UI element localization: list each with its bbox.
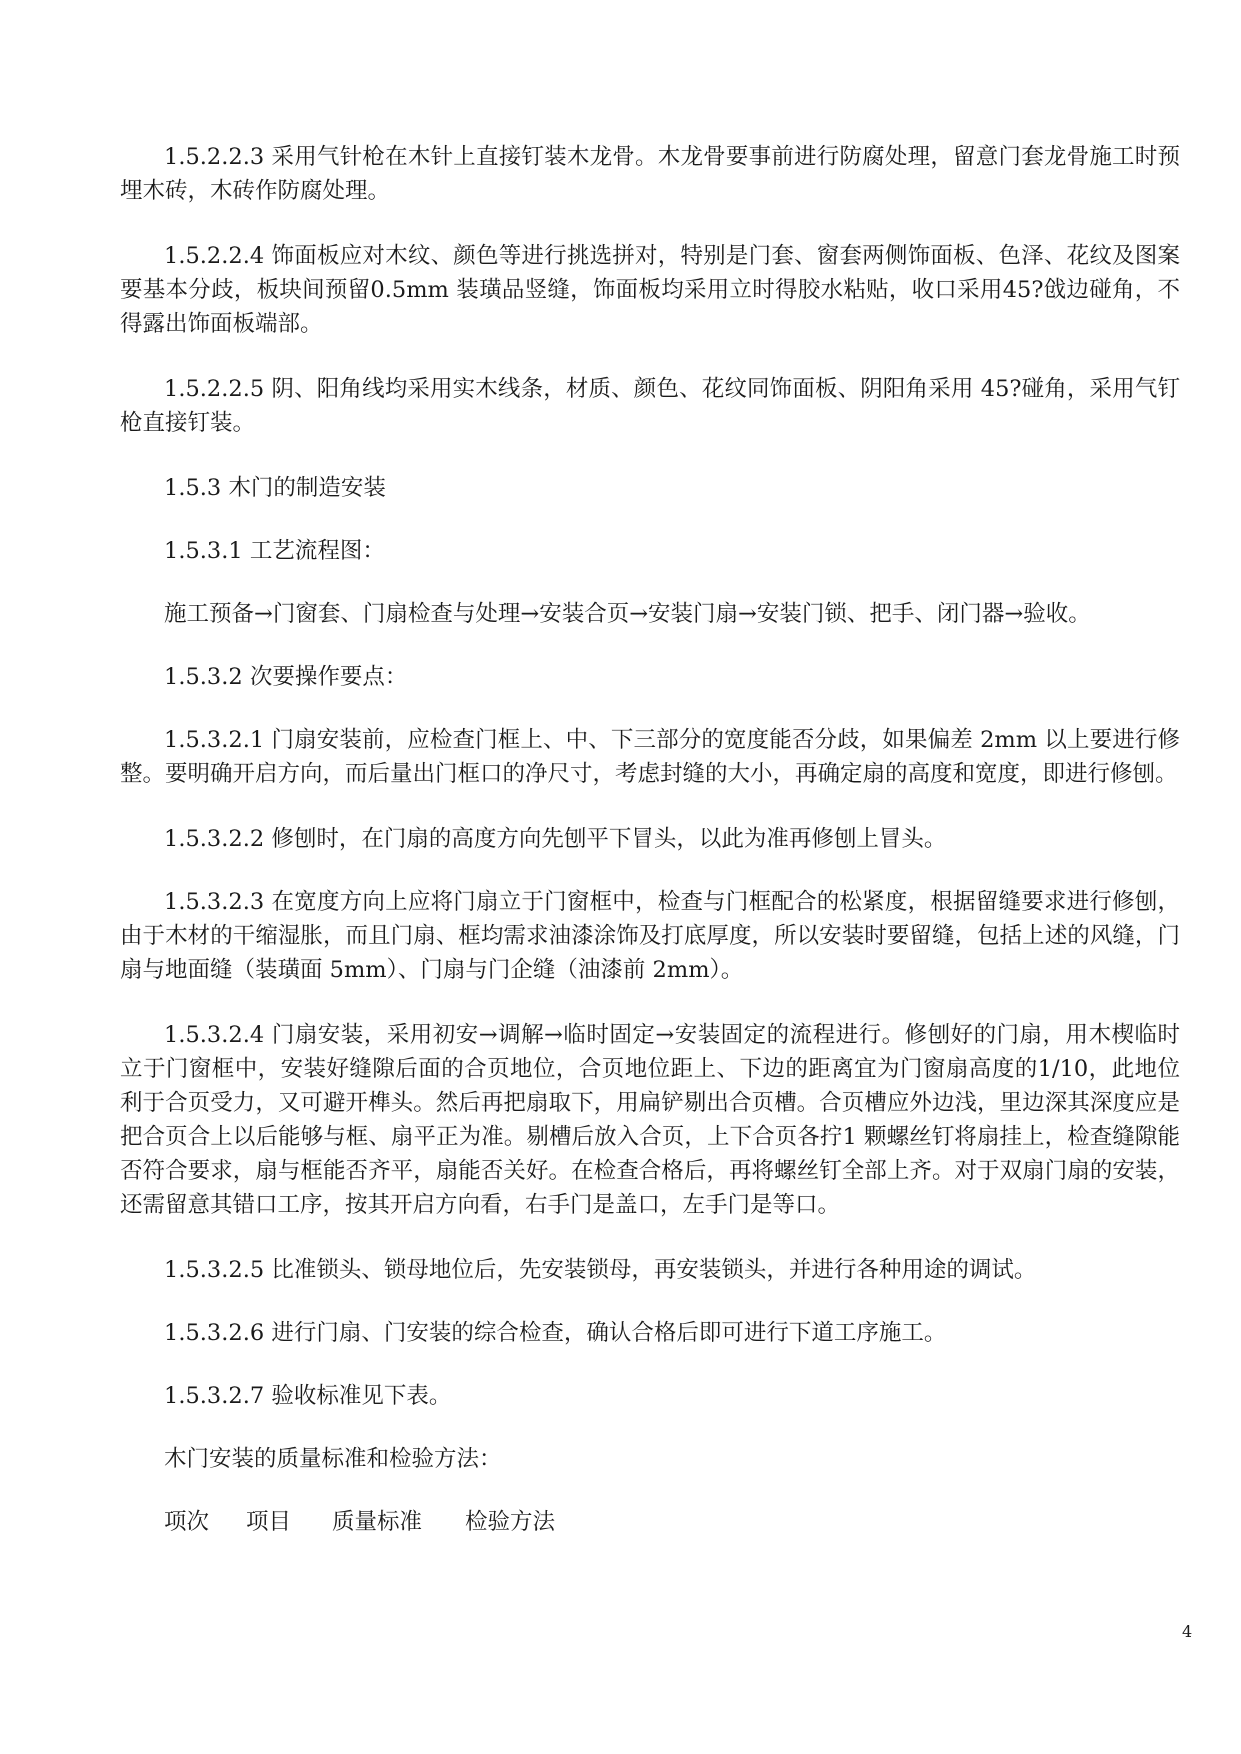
paragraph-1-5-2-2-5: 1.5.2.2.5 阴、阳角线均采用实木线条，材质、颜色、花纹同饰面板、阴阳角采用 45?碰角，采用气钉枪直接钉装。 — [120, 376, 1180, 436]
paragraph-1-5-3-2-4: 1.5.3.2.4 门扇安装，采用初安→调解→临时固定→安装固定的流程进行。修刨好的门扇，用木楔临时立于门窗框中，安装好缝隙后面的合页地位，合页地位距上、下边的距离宜为门窗扇高度的1/10，此地位利于合页受力，又可避开榫头。然后再把扇取下，用扁铲剔出合页槽。合页槽应外边浅，里边深其深度应是把合页合上以后能够与框、扇平正为准。剔槽后放入合页，上下合页各拧1 颗螺丝钉将扇挂上，检查缝隙能否符合要求，扇与框能否齐平，扇能否关好。在检查合格后，再将螺丝钉全部上齐。对于双扇门扇的安装，还需留意其错口工序，按其开启方向看，右手门是盖口，左手门是等口。 — [120, 1022, 1180, 1218]
paragraph-1-5-3-2-1: 1.5.3.2.1 门扇安装前，应检查门框上、中、下三部分的宽度能否分歧，如果偏差 2mm 以上要进行修整。要明确开启方向，而后量出门框口的净尺寸，考虑封缝的大小，再确定扇的高度和宽度，即进行修刨。 — [120, 727, 1180, 787]
paragraph-1-5-3-2-2: 1.5.3.2.2 修刨时，在门扇的高度方向先刨平下冒头，以此为准再修刨上冒头。 — [164, 826, 947, 852]
table-header-cell-standard: 质量标准 — [332, 1509, 423, 1535]
heading-1-5-3-1: 1.5.3.1 工艺流程图： — [164, 538, 385, 564]
page-number: 4 — [1182, 1622, 1193, 1641]
paragraph-1-5-3-2-5: 1.5.3.2.5 比准锁头、锁母地位后，先安装锁母，再安装锁头，并进行各种用途的调试。 — [164, 1257, 1037, 1283]
document-body — [120, 140, 1180, 1539]
heading-1-5-3-2: 1.5.3.2 次要操作要点： — [164, 664, 408, 690]
paragraph-1-5-3-2-3: 1.5.3.2.3 在宽度方向上应将门扇立于门窗框中，检查与门框配合的松紧度，根据留缝要求进行修刨，由于木材的干缩湿胀，而且门扇、框均需求油漆涂饰及打底厚度，所以安装时要留缝，包括上述的风缝，门扇与地面缝（装璜面 5mm）、门扇与门企缝（油漆前 2mm）。 — [120, 889, 1180, 983]
table-header-cell-item: 项目 — [246, 1509, 292, 1535]
table-header-cell-index: 项次 — [164, 1509, 210, 1535]
quality-table-header — [164, 1505, 1180, 1539]
table-header-cell-method: 检验方法 — [465, 1509, 556, 1535]
paragraph-1-5-2-2-4: 1.5.2.2.4 饰面板应对木纹、颜色等进行挑选拼对，特别是门套、窗套两侧饰面板、色泽、花纹及图案要基本分歧，板块间预留0.5mm 装璜品竖缝，饰面板均采用立时得胶水粘贴，收口采用45?戗边碰角，不得露出饰面板端部。 — [120, 243, 1180, 337]
process-flow-text: 施工预备→门窗套、门扇检查与处理→安装合页→安装门扇→安装门锁、把手、闭门器→验收。 — [164, 601, 1091, 627]
paragraph-1-5-3-2-7: 1.5.3.2.7 验收标准见下表。 — [164, 1383, 452, 1409]
paragraph-1-5-3-2-6: 1.5.3.2.6 进行门扇、门安装的综合检查，确认合格后即可进行下道工序施工。 — [164, 1320, 947, 1346]
paragraph-1-5-2-2-3: 1.5.2.2.3 采用气针枪在木针上直接钉装木龙骨。木龙骨要事前进行防腐处理，留意门套龙骨施工时预埋木砖，木砖作防腐处理。 — [120, 144, 1180, 204]
table-caption: 木门安装的质量标准和检验方法： — [164, 1446, 502, 1472]
heading-1-5-3: 1.5.3 木门的制造安装 — [164, 475, 386, 501]
